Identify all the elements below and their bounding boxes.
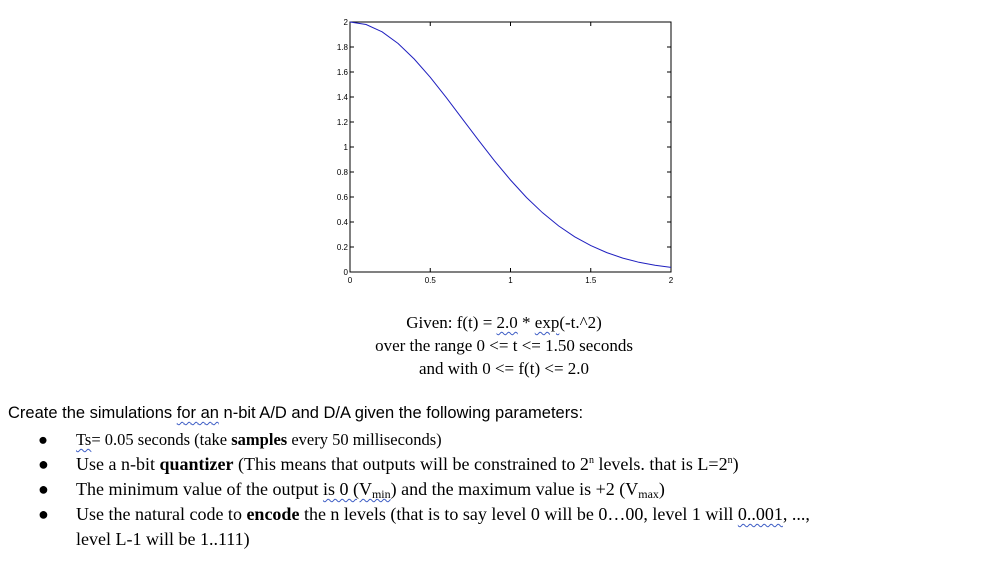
series-line-f-t [350,22,671,267]
caption-mult: * [517,313,535,332]
bullet-icon: ● [38,430,48,449]
encode-prefix: Use the natural code to [76,504,247,524]
caption-function: exp [534,313,560,332]
encode-mid: the n levels (that is to say level 0 will be 0…00, level 1 will [299,504,738,524]
x-tick-label: 2 [668,276,674,285]
encode-tail: , ..., [782,504,810,524]
y-tick-label: 0.4 [336,218,348,227]
samples-bold: samples [231,430,288,449]
list-item-encode [0,502,980,552]
list-item-sampling [0,428,980,452]
encode-line-2: level L-1 will be 1..111) [76,529,250,549]
encode-bold: encode [246,504,300,524]
intro-suffix: n-bit A/D and D/A given the following parameters: [218,404,584,422]
bullet-icon: ● [38,504,49,524]
list-item-quantizer [0,452,980,477]
y-tick-label: 0.8 [336,168,348,177]
x-tick-label: 0.5 [424,276,436,285]
quantizer-mid2: levels. that is L=2 [593,454,728,474]
intro-paragraph [8,404,583,423]
list-item-range [0,477,980,502]
y-tick-labels [337,18,349,277]
caption-line-3: and with 0 <= f(t) <= 2.0 [418,359,590,378]
range-min-text: is 0 (V [322,479,372,499]
parameter-list [0,428,980,552]
y-tick-label: 0.6 [336,193,348,202]
caption-given-text: Given: f(t) = [406,313,497,332]
y-tick-label: 1 [343,143,348,152]
plot-frame [350,22,671,272]
range-squiggle [323,479,391,499]
range-tail: ) [658,479,665,499]
quantizer-bold: quantizer [159,454,234,474]
ts-symbol: Ts [76,430,92,449]
x-tick-label: 1 [508,276,513,285]
caption-line-1 [300,312,708,334]
quantizer-prefix: Use a n-bit [76,454,160,474]
y-tick-label: 1.4 [336,93,348,102]
bullet-icon: ● [38,479,49,499]
subscript-max: max [638,487,659,501]
caption-line-2: over the range 0 <= t <= 1.50 seconds [375,336,633,355]
y-tick-label: 1.6 [336,68,348,77]
subscript-min: min [371,487,391,501]
y-tick-label: 0 [343,268,348,277]
quantizer-mid: (This means that outputs will be constrained to 2 [233,454,589,474]
quantizer-tail: ) [732,454,739,474]
x-tick-label: 1.5 [585,276,597,285]
x-tick-labels [348,276,674,285]
superscript-n: n [588,455,594,466]
y-tick-label: 1.2 [336,118,348,127]
caption-number: 2.0 [496,313,518,332]
sampling-text: = 0.05 seconds (take [91,430,232,449]
x-tick-label: 0 [347,276,353,285]
caption-argument: (-t.^2) [559,313,602,332]
intro-squiggle-word: for an [176,404,219,422]
intro-prefix: Create the simulations [8,404,177,422]
bullet-icon: ● [38,454,49,474]
y-tick-label: 1.8 [336,43,348,52]
y-tick-label: 0.2 [336,243,348,252]
superscript-n: n [727,455,733,466]
encode-code: 0..001 [737,504,783,524]
range-prefix: The minimum value of the output [76,479,323,499]
sampling-tail: every 50 milliseconds) [287,430,442,449]
range-mid: ) and the maximum value is +2 (V [390,479,639,499]
x-ticks [350,22,671,272]
y-tick-label: 2 [343,18,348,27]
y-ticks [350,22,671,272]
